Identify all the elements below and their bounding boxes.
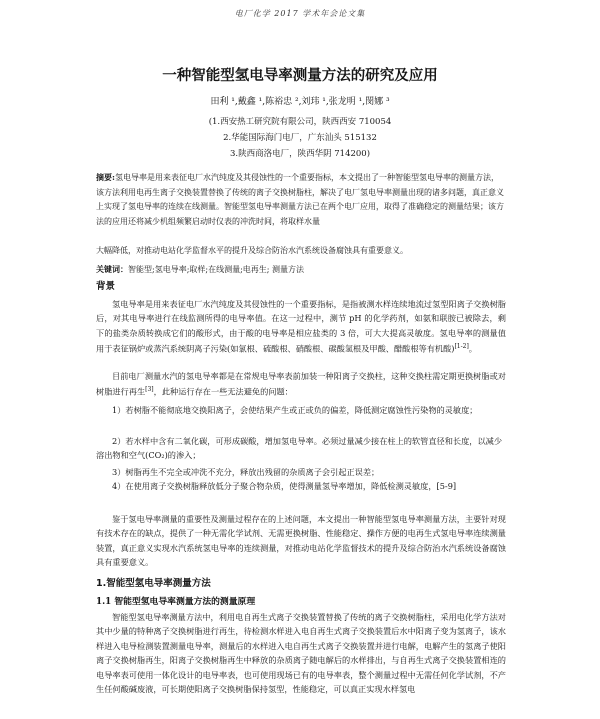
section-heading-background: 背景	[96, 281, 116, 292]
abstract-continuation: 大幅降低，对推动电站化学监督水平的提升及综合防治水汽系统设备腐蚀具有重要意义。	[96, 246, 408, 255]
list-item-4: 4）在使用离子交换树脂释放低分子聚合物杂质，使得测量氢导率增加，降低检测灵敏度，[5-9]	[112, 481, 457, 491]
affiliation-3: 3.陕西商洛电厂，陕西华阴 714200)	[229, 149, 371, 159]
list-item-3: 3）树脂再生不完全或冲洗不充分，释放出残留的杂质离子会引起正误差；	[112, 467, 380, 477]
body-paragraph-2-end: ，此种运行存在一些无法避免的问题：	[153, 387, 293, 398]
keywords-label: 关键词：	[96, 264, 128, 274]
list-item-1: 1）若树脂不能彻底地交换阳离子，会使结果产生或正或负的偏差，降低测定腐蚀性污染物的灵敏度；	[112, 405, 478, 415]
abstract-label: 摘要:	[96, 172, 115, 182]
keywords-text: 智能型;氢电导率;取样;在线测量;电再生; 测量方法	[128, 265, 305, 274]
abstract-text: 氢电导率是用来表征电厂水汽纯度及其侵蚀性的一个重要指标，本文提出了一种智能型氢电导率的测量方法，该方法利用电再生离子交换装置替换了传统的离子交换树脂柱，解决了电厂氢电导率测量出现的诸多问题，真正意义上实现了氢电导率的连续在线测量。智能型氢电导率测量方法已在两个电厂应用，取得了准确稳定的测量结果；该方法的应用还将减少机组频繁启动时仪表的冲洗时间，将取样水量	[96, 173, 504, 226]
keywords	[96, 262, 504, 277]
body-paragraph-2-text: 目前电厂测量水汽的氢电导率都是在常规电导率表前加装一种阳离子交换柱，这种交换柱需定期更换树脂或对树脂进行再生	[96, 371, 506, 398]
list-item-2: 2）若水样中含有二氧化碳，可形成碳酸，增加氢电导率。必须过量减少接在柱上的软管直径和长度，以减少溶出物和空气(CO₂)的渗入；	[96, 436, 503, 461]
body-paragraph-3: 鉴于氢电导率测量的重要性及测量过程存在的上述问题，本文提出一种智能型氢电导率测量方法，主要针对现有技术存在的缺点，提供了一种无需化学试剂、无需更换树脂、性能稳定、操作方便的电再生式氢电导率连续测量装置，真正意义实现水汽系统氢电导率的连续测量，对推动电站化学监督技术的提升及综合防治水汽系统设备腐蚀具有重要意义。	[96, 514, 506, 568]
affiliation-2: 2.华能国际海门电厂，广东汕头 515132	[223, 133, 377, 143]
affiliation-1: (1.西安热工研究院有限公司，陕西西安 710054	[208, 117, 392, 127]
subsection-heading-1-1: 1.1 智能型氢电导率测量方法的测量原理	[96, 597, 256, 607]
abstract	[96, 170, 504, 229]
section-heading-1: 1.智能型氢电导率测量方法	[96, 578, 211, 589]
paper-title: 一种智能型氢电导率测量方法的研究及应用	[162, 68, 438, 84]
body-paragraph-1-text: 氢电导率是用来表征电厂水汽纯度及其侵蚀性的一个重要指标，是指被测水样连续地流过氢型阳离子交换树脂后，对其电导率进行在线监测所得的电导率值。在这一过程中，测节 pH 的化学药剂，如氨和联胺已被除去，剩下的盐类杂质转换成它们的酸形式，由于酸的电导率是相应盐类的 3 倍，可大大提高灵敏度。氢电导率的测量值用于表征锅炉或蒸汽系统阴离子污染(如氯根、硫酸根、硝酸根、碳酸氢根及甲酸、醋酸根等有机酸)	[96, 299, 506, 354]
author-list: 田利 ¹,戴鑫 ¹,陈裕忠 ²,刘玮 ¹,张龙明 ¹,閔娜 ³	[210, 97, 390, 107]
body-paragraph-2	[96, 369, 506, 400]
citation: [1-2]	[454, 343, 469, 351]
citation: [3]	[145, 386, 154, 394]
body-paragraph-4: 智能型氢电导率测量方法中，利用电自再生式离子交换装置替换了传统的离子交换树脂柱，采用电化学方法对其中少量的特种离子交换树脂进行再生，待检测水样进入电自再生式离子交换装置后水中阳离子变为氢离子，该水样进入电导检测装置测量电导率，测量后的水样进入电自再生式离子交换装置并进行电解，电解产生的氢离子使阳离子交换树脂再生，阳离子交换树脂再生中释放的杂质离子随电解后的水样排出，与自再生式离子交换装置相连的电导率表可使用一体化设计的电导率表，也可使用现场已有的电导率表，整个测量过程中无需任何化学试剂，不产生任何酸碱废液，可长期使阳离子交换树脂保持氢型，性能稳定，可以真正实现水样氢电	[96, 612, 506, 695]
running-header: 电厂化学 2017 学术年会论文集	[234, 9, 366, 18]
body-paragraph-1: 氢电导率是用来表征电厂水汽纯度及其侵蚀性的一个重要指标，是指被测水样连续地流过氢型阳离子交换树脂后，对其电导率进行在线监测所得的电导率值。在这一过程中，测节 pH 的化学药剂，如氨和联胺已被除去，剩下的盐类杂质转换成它们的酸形式，由于酸的电导率是相应盐类的 3 倍，可大大提高灵敏度。氢电导率的测量值用于表征锅炉或蒸汽系统阴离子污染(如氯根、硫酸根、硝酸根、碳酸氢根及甲酸、醋酸根等有机酸)[1-2]。	[96, 299, 506, 354]
